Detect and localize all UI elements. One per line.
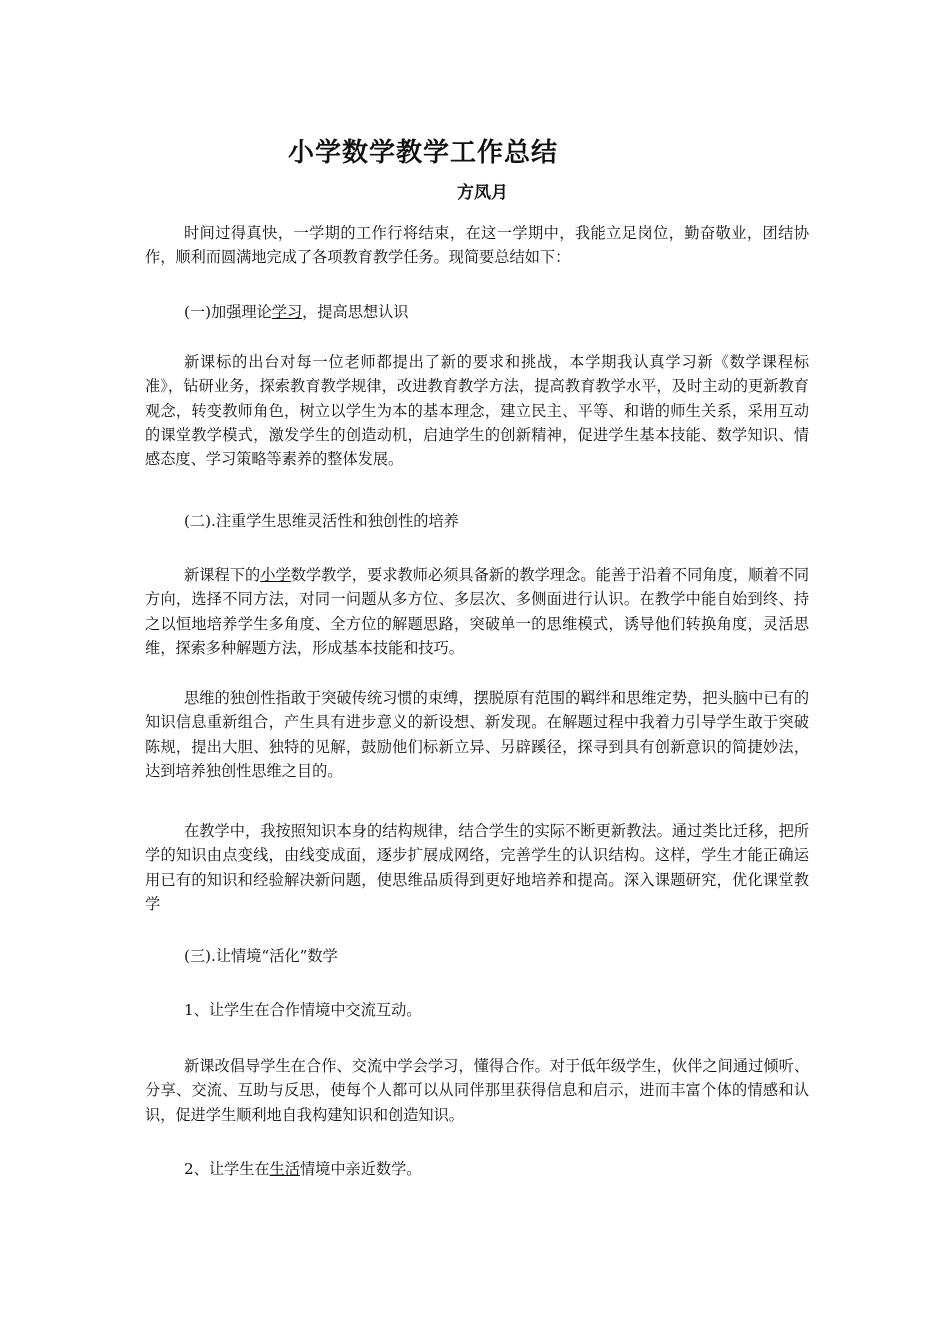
section-heading-2: (二).注重学生思维灵活性和独创性的培养 (184, 512, 459, 530)
paragraph-4: 在教学中，我按照知识本身的结构规律，结合学生的实际不断更新教法。通过类比迁移，把所学的知识由点变线，由线变成面，逐步扩展成网络，完善学生的认识结构。这样，学生才能正确运用已有的知识和经验解决新问题，使思维品质得到更好地培养和提高。深入课题研究，优化课堂教学 (145, 822, 809, 913)
primary-school-link[interactable]: 小学 (260, 566, 291, 584)
subheading-text: 2、让学生在 (184, 1160, 270, 1178)
heading-text: ，提高思想认识 (302, 303, 409, 321)
subheading-text: 情境中亲近数学。 (299, 1160, 422, 1178)
section-heading-1 (184, 300, 408, 324)
paragraph-2 (145, 563, 809, 660)
author-name: 方凤月 (457, 183, 508, 203)
document-title: 小学数学教学工作总结 (288, 138, 559, 168)
paragraph-1: 新课标的出台对每一位老师都提出了新的要求和挑战，本学期我认真学习新《数学课程标准》，钻研业务，探索教育教学规律，改进教育教学方法，提高教育教学水平，及时主动的更新教育观念，转变教师角色，树立以学生为本的基本理念，建立民主、平等、和谐的师生关系，采用互动的课堂教学模式，激发学生的创造动机，启迪学生的创新精神，促进学生基本技能、数学知识、情感态度、学习策略等素养的整体发展。 (145, 353, 809, 469)
subheading-2 (184, 1157, 421, 1181)
subheading-1: 1、让学生在合作情境中交流互动。 (184, 1001, 422, 1019)
paragraph-3: 思维的独创性指敢于突破传统习惯的束缚，摆脱原有范围的羁绊和思维定势，把头脑中已有的知识信息重新组合，产生具有进步意义的新设想、新发现。在解题过程中我着力引导学生敢于突破陈规，提出大胆、独特的见解，鼓励他们标新立异、另辟蹊径，探寻到具有创新意识的简捷妙法，达到培养独创性思维之目的。 (145, 689, 809, 780)
section-heading-3: (三).让情境“活化”数学 (184, 947, 338, 965)
life-link[interactable]: 生活 (269, 1160, 300, 1178)
heading-text: (一)加强理论 (184, 303, 272, 321)
study-link[interactable]: 学习 (271, 303, 303, 321)
paragraph-text: 新课程下的 (184, 566, 261, 584)
intro-paragraph: 时间过得真快，一学期的工作行将结束，在这一学期中，我能立足岗位，勤奋敬业，团结协作，顺利而圆满地完成了各项教育教学任务。现简要总结如下： (145, 224, 809, 267)
paragraph-text: 数学教学，要求教师必须具备新的教学理念。能善于沿着不同角度，顺着不同方向，选择不同方法，对同一问题从多方位、多层次、多侧面进行认识。在教学中能自始到终、持之以恒地培养学生多角度、全方位的解题思路，突破单一的思维模式，诱导他们转换角度，灵活思维，探索多种解题方法，形成基本技能和技巧。 (145, 566, 810, 657)
paragraph-5: 新课改倡导学生在合作、交流中学会学习，懂得合作。对于低年级学生，伙伴之间通过倾听、分享、交流、互助与反思，使每个人都可以从同伴那里获得信息和启示，进而丰富个体的情感和认识，促进学生顺利地自我构建知识和创造知识。 (145, 1057, 809, 1124)
